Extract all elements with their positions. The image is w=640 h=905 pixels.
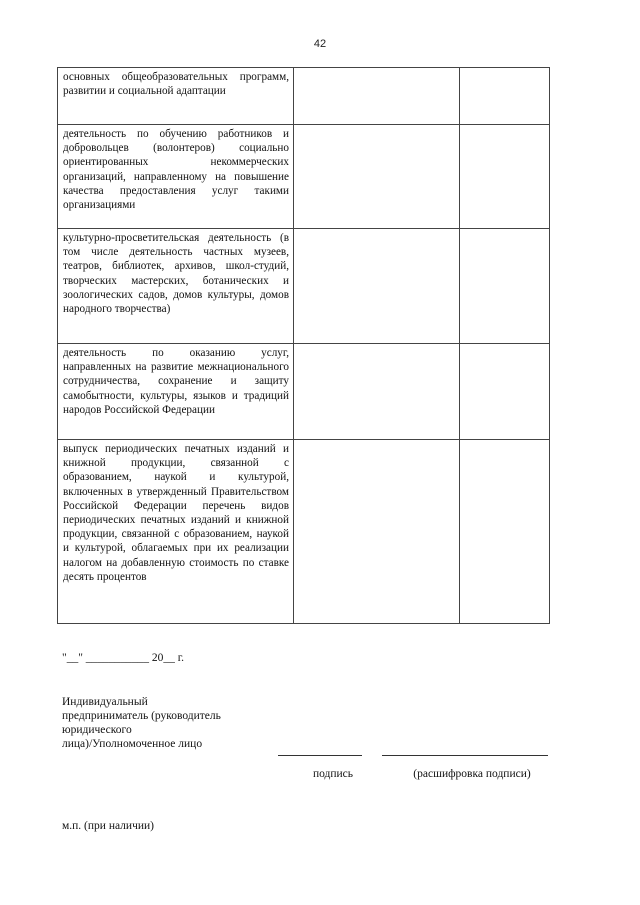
activity-description: выпуск периодических печатных изданий и книжной продукции, связанной с образованием, наукой и культурой, включенных в утвержденный Правительством Российской Федерации перечень видов периодических печатных изданий и книжной продукции, связанной с образованием, наукой и культурой, облагаемых при их реализации налогом на добавленную стоимость по ставке десять процентов — [58, 440, 294, 624]
page-number: 42 — [313, 38, 327, 50]
table-cell-empty — [460, 125, 550, 229]
signature-caption: подпись — [312, 768, 354, 780]
signature-line — [278, 755, 362, 756]
table-row — [58, 68, 550, 125]
activity-description: деятельность по обучению работников и добровольцев (волонтеров) социально ориентированных некоммерческих организаций, направленному на повышение качества предоставления услуг такими организациями — [58, 125, 294, 229]
activity-description: деятельность по оказанию услуг, направленных на развитие межнационального сотрудничества, сохранение и защиту самобытности, культуры, языков и традиций народов Российской Федерации — [58, 344, 294, 440]
table-row — [58, 125, 550, 229]
table-row — [58, 344, 550, 440]
date-line: "__" ___________ 20__ г. — [62, 652, 185, 664]
table-cell-empty — [294, 229, 460, 344]
signature-decode-line — [382, 755, 548, 756]
table-cell-empty — [460, 440, 550, 624]
table-cell-empty — [294, 68, 460, 125]
table-cell-empty — [294, 344, 460, 440]
table-row — [58, 440, 550, 624]
table-cell-empty — [460, 229, 550, 344]
table-cell-empty — [460, 344, 550, 440]
table-row — [58, 229, 550, 344]
activity-description: культурно-просветительская деятельность (в том числе деятельность частных музеев, театров, библиотек, архивов, школ-студий, творческих мастерских, ботанических и зоологических садов, домов культуры, домов народного творчества) — [58, 229, 294, 344]
activities-table — [57, 67, 550, 624]
table-cell-empty — [460, 68, 550, 125]
activity-description: основных общеобразовательных программ, развитии и социальной адаптации — [58, 68, 294, 125]
table-cell-empty — [294, 125, 460, 229]
table-cell-empty — [294, 440, 460, 624]
signer-label: Индивидуальный предприниматель (руководитель юридического лица)/Уполномоченное лицо — [62, 696, 221, 750]
stamp-note: м.п. (при наличии) — [62, 820, 154, 832]
signature-decode-caption: (расшифровка подписи) — [413, 768, 531, 780]
